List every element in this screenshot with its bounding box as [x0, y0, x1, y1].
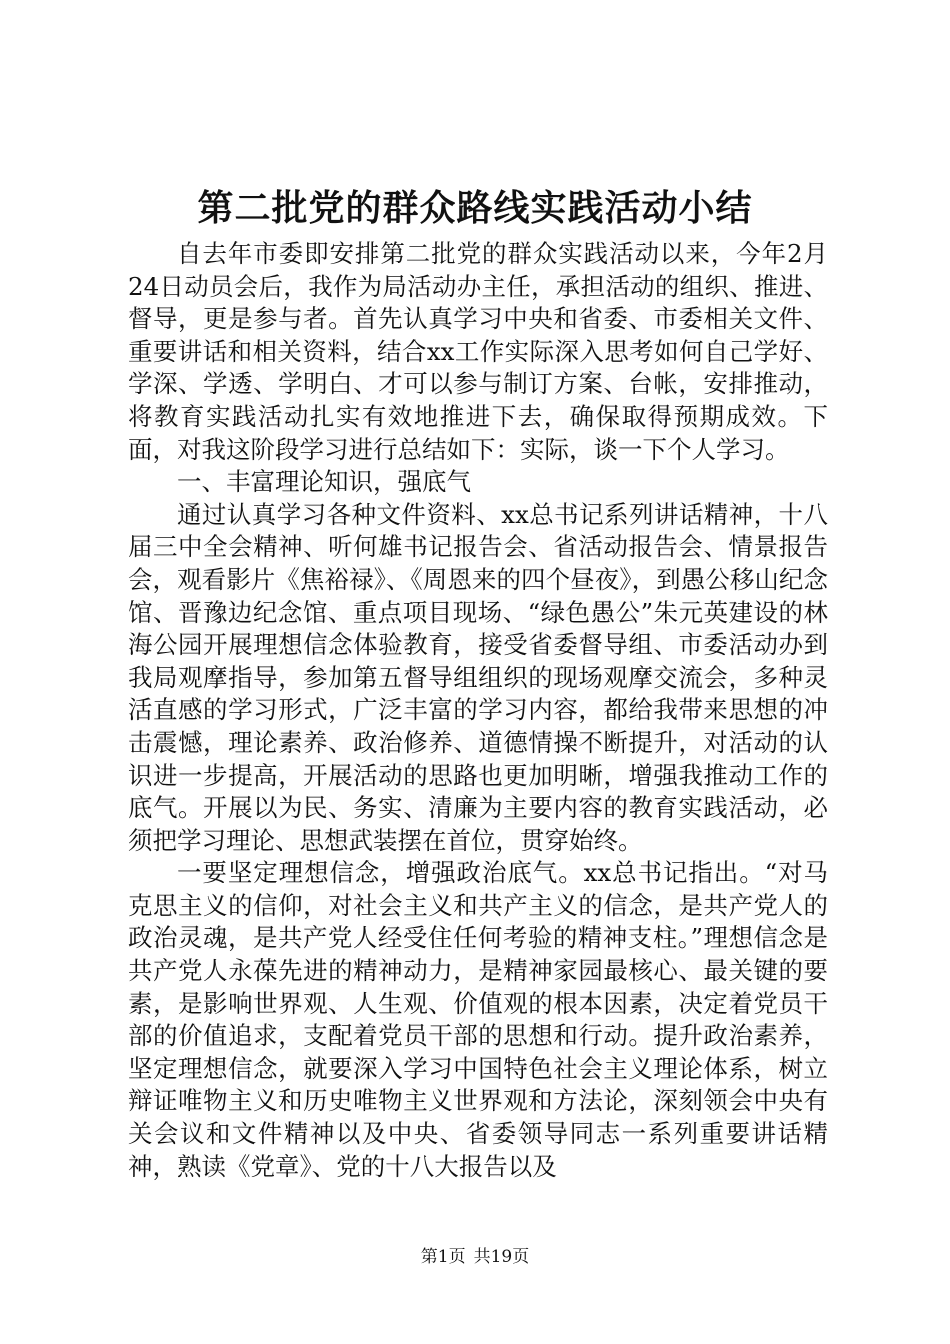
paragraph-study: 通过认真学习各种文件资料、xx总书记系列讲话精神，十八届三中全会精神、听何雄书记报告会、省活动报告会、情景报告会，观看影片《焦裕禄》、《周恩来的四个昼夜》，到愚公移山纪念馆、晋豫边纪念馆、重点项目现场、“绿色愚公”朱元英建设的林海公园开展理想信念体验教育，接受省委督导组、市委活动办到我局观摩指导，参加第五督导组组织的现场观摩交流会，多种灵活直感的学习形式，广泛丰富的学习内容，都给我带来思想的冲击震憾，理论素养、政治修养、道德情操不断提升，对活动的认识进一步提高，开展活动的思路也更加明晰，增强我推动工作的底气。开展以为民、务实、清廉为主要内容的教育实践活动，必须把学习理论、思想武装摆在首位，贯穿始终。	[128, 499, 828, 855]
page-number: 第1页	[420, 1247, 466, 1267]
section-heading-1: 一、丰富理论知识，强底气	[177, 467, 471, 497]
page-total: 共19页	[473, 1247, 530, 1267]
paragraph-intro: 自去年市委即安排第二批党的群众实践活动以来，今年2月24日动员会后，我作为局活动办主任，承担活动的组织、推进、督导，更是参与者。首先认真学习中央和省委、市委相关文件、重要讲话和相关资料，结合xx工作实际深入思考如何自己学好、学深、学透、学明白、才可以参与制订方案、台帐，安排推动，将教育实践活动扎实有效地推进下去，确保取得预期成效。下面，对我这阶段学习进行总结如下：实际，谈一下个人学习。	[128, 239, 828, 464]
document-title: 第二批党的群众路线实践活动小结	[197, 187, 753, 229]
document-body	[128, 238, 828, 1183]
page-footer	[0, 1245, 950, 1269]
paragraph-ideals: 一要坚定理想信念，增强政治底气。xx总书记指出。“对马克思主义的信仰，对社会主义和共产主义的信念，是共产党人的政治灵魂，是共产党人经受住任何考验的精神支柱。”理想信念是共产党人永葆先进的精神动力，是精神家园最核心、最关键的要素，是影响世界观、人生观、价值观的根本因素，决定着党员干部的价值追求，支配着党员干部的思想和行动。提升政治素养，坚定理想信念，就要深入学习中国特色社会主义理论体系，树立辩证唯物主义和历史唯物主义世界观和方法论，深刻领会中央有关会议和文件精神以及中央、省委领导同志一系列重要讲话精神，熟读《党章》、党的十八大报告以及	[128, 858, 828, 1181]
